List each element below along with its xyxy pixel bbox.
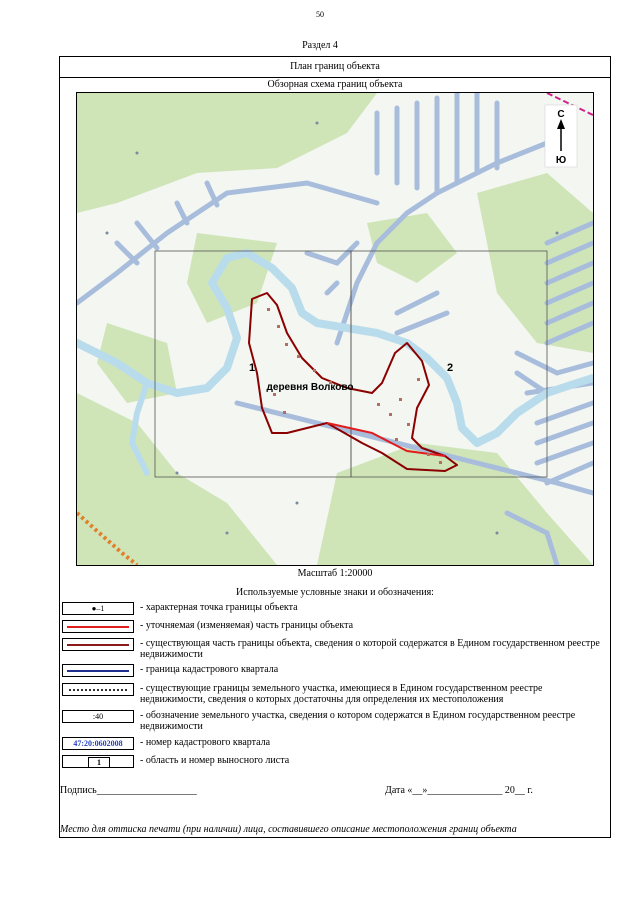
building <box>377 403 380 406</box>
building <box>297 355 300 358</box>
section-title: Раздел 4 <box>302 40 338 51</box>
survey-point <box>296 502 299 505</box>
survey-point <box>496 532 499 535</box>
legend-text: - номер кадастрового квартала <box>140 737 271 748</box>
building <box>417 378 420 381</box>
plan-title: План границ объекта <box>60 57 610 78</box>
legend-sample-sheet-area <box>62 755 134 768</box>
compass <box>545 105 577 167</box>
building <box>283 411 286 414</box>
building <box>277 325 280 328</box>
sheet-label-2: 2 <box>446 362 454 374</box>
building <box>389 413 392 416</box>
legend-sample-refined <box>62 620 134 633</box>
building <box>273 393 276 396</box>
scheme-subtitle: Обзорная схема границ объекта <box>267 79 403 90</box>
document-frame <box>59 56 611 838</box>
refined-line-sample <box>67 626 129 628</box>
building <box>267 308 270 311</box>
legend-sample-land-plot <box>62 683 134 696</box>
legend-sample-point <box>62 602 134 615</box>
legend-sample-quarter-number <box>62 737 134 750</box>
legend-title: Используемые условные знаки и обозначения: <box>236 587 434 598</box>
legend-text: - обозначение земельного участка, сведения о котором содержатся в Едином государственном реестре недвижимости <box>140 710 576 732</box>
signature-line: Подпись____________________ <box>60 785 197 796</box>
stamp-place-note: Место для оттиска печати (при наличии) лица, составившего описание местоположения границ объекта <box>60 824 517 835</box>
point-sample-text: ●–1 <box>91 604 105 613</box>
building <box>407 423 410 426</box>
legend-text: - характерная точка границы объекта <box>140 602 298 613</box>
sheet-number-sample: 1 <box>88 757 110 768</box>
quarter-number-sample-text: 47:20:0602008 <box>73 739 123 748</box>
sheet-label-1: 1 <box>248 362 256 374</box>
date-line: Дата «__»_______________ 20__ г. <box>385 785 533 796</box>
village-label: деревня Волково <box>266 382 354 393</box>
building <box>313 369 316 372</box>
plot-number-sample-text: :40 <box>92 712 104 721</box>
map-canvas <box>77 93 593 565</box>
survey-point <box>176 472 179 475</box>
existing-line-sample <box>67 644 129 646</box>
legend-text: - область и номер выносного листа <box>140 755 290 766</box>
survey-point <box>106 232 109 235</box>
quarter-line-sample <box>67 670 129 672</box>
building <box>439 461 442 464</box>
building <box>399 398 402 401</box>
legend-text: - существующие границы земельного участка, имеющиеся в Едином государственном реестре недвижимости, сведения о которых достаточны для определения их местоположения <box>140 683 543 705</box>
legend-text: - граница кадастрового квартала <box>140 664 279 675</box>
map-scale: Масштаб 1:20000 <box>297 568 373 579</box>
dotted-line-sample <box>69 689 127 691</box>
overview-map <box>76 92 594 566</box>
legend-text: - уточняемая (изменяемая) часть границы объекта <box>140 620 354 631</box>
page-number: 50 <box>316 10 324 19</box>
legend-sample-plot-number <box>62 710 134 723</box>
legend-sample-existing <box>62 638 134 651</box>
survey-point <box>556 232 559 235</box>
legend-text: - существующая часть границы объекта, сведения о которой содержатся в Едином государственном реестре недвижимости <box>140 638 600 660</box>
compass-north-label: С <box>557 109 565 120</box>
survey-point <box>316 122 319 125</box>
building <box>395 438 398 441</box>
survey-point <box>226 532 229 535</box>
compass-south-label: Ю <box>555 155 567 166</box>
legend-sample-quarter <box>62 664 134 677</box>
building <box>427 453 430 456</box>
survey-point <box>136 152 139 155</box>
building <box>285 343 288 346</box>
